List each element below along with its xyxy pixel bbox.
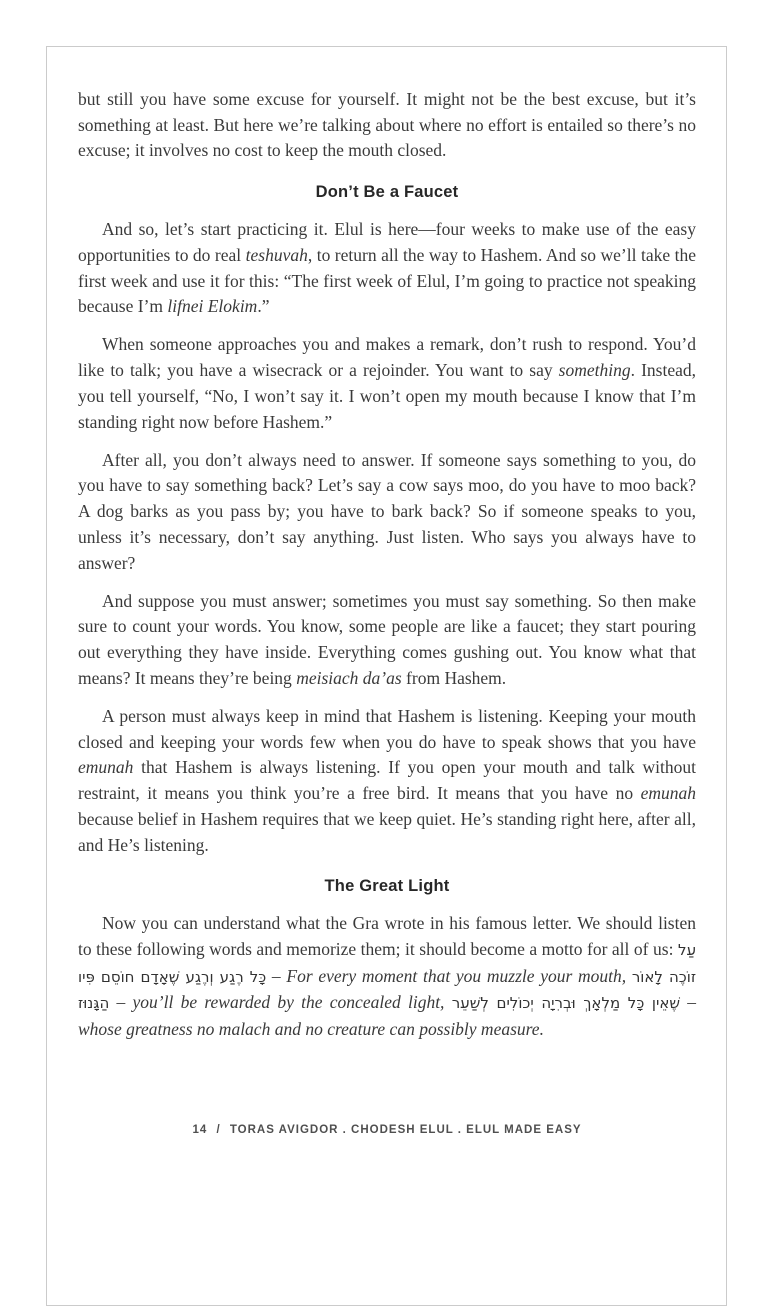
- text-run: , to return all the way to Hashem. And so we’ll take the first week and use it for this: “The first week of Elul, I’m going to practice not speaking because I’m: [78, 244, 696, 317]
- text-run: but still you have some excuse for yourself. It might not be the best excuse, but it’s something at least. But here we’re talking about where no effort is entailed so there’s no excuse; it involves no cost to keep the mouth closed.: [78, 89, 696, 161]
- text-run: Now you can understand what the Gra wrote in his famous letter. We should listen to these following words and memorize them; it should become a motto for all of us:: [78, 913, 696, 959]
- text-run: lifnei Elokim: [167, 296, 258, 317]
- hebrew-text-run: עַל כָּל רֶגַע וְרֶגַע שֶׁאָדָם חוֹסֵם פִּיו: [78, 940, 696, 986]
- body-paragraph: [78, 911, 696, 1043]
- text-run: . Instead, you tell yourself, “No, I won’t say it. I won’t open my mouth because I know that I’m standing right now before Hashem.”: [78, 360, 696, 432]
- body-paragraph: [78, 448, 696, 577]
- text-run: For every moment that you muzzle your mouth,: [286, 965, 627, 986]
- body-paragraph: [78, 332, 696, 435]
- page-number: 14: [192, 1124, 208, 1136]
- text-run: teshuvah: [245, 244, 308, 265]
- text-run: because belief in Hashem requires that we keep quiet. He’s standing right here, after all, and He’s listening.: [78, 808, 696, 855]
- footer-title: TORAS AVIGDOR . CHODESH ELUL . ELUL MADE EASY: [229, 1124, 582, 1136]
- page-border-frame: [46, 46, 727, 1306]
- text-run: that Hashem is always listening. If you open your mouth and talk without restraint, it means you think you’re a free bird. It means that you have no: [78, 757, 696, 804]
- text-run: whose greatness no malach and no creature can possibly measure.: [78, 1019, 544, 1040]
- text-run: When someone approaches you and makes a remark, don’t rush to respond. You’d like to talk; you have a wisecrack or a rejoinder. You want to say: [78, 334, 696, 381]
- text-run: A person must always keep in mind that Hashem is listening. Keeping your mouth closed and keeping your words few when you do have to speak shows that you have: [78, 706, 696, 752]
- text-run: .”: [257, 296, 270, 317]
- text-run: [444, 992, 451, 1012]
- hebrew-text-run: זוֹכֶה לָאוֹר הַגָּנוּז: [78, 967, 697, 1013]
- body-paragraph: [78, 704, 696, 858]
- text-run: –: [266, 965, 287, 986]
- section-heading: Don’t Be a Faucet: [315, 183, 459, 202]
- page-footer: [46, 1124, 728, 1136]
- text-run: something: [558, 360, 631, 381]
- text-run: And so, let’s start practicing it. Elul is here—four weeks to make use of the easy opportunities to do real: [78, 219, 696, 265]
- text-run: you’ll be rewarded by the concealed light,: [132, 992, 445, 1013]
- text-run: –: [109, 992, 133, 1013]
- section-heading: The Great Light: [324, 877, 450, 896]
- footer-separator: /: [216, 1124, 221, 1136]
- text-run: emunah: [78, 757, 134, 778]
- hebrew-text-run: שֶׁאֵין כָּל מַלְאָךְ וּבְרִיָה יְכוֹלִים לְשַׁעֵר: [451, 994, 680, 1013]
- body-paragraph: [78, 589, 696, 692]
- text-run: from Hashem.: [401, 667, 507, 688]
- text-run: meisiach da’as: [296, 667, 402, 688]
- body-paragraph: [78, 87, 696, 164]
- text-run: –: [680, 992, 696, 1013]
- text-run: And suppose you must answer; sometimes you must say something. So then make sure to count your words. You know, some people are like a faucet; they start pouring out everything they have inside. Everything comes gushing out. You know what that means? It means they’re being: [78, 590, 696, 688]
- text-run: emunah: [640, 783, 696, 804]
- text-run: After all, you don’t always need to answer. If someone says something to you, do you have to say something back? Let’s say a cow says moo, do you have to moo back? A dog barks as you pass by; you have to bark back? So if someone speaks to you, unless it’s necessary, don’t say anything. Just listen. Who says you always have to answer?: [78, 449, 696, 573]
- page-content: [78, 87, 696, 1055]
- body-paragraph: [78, 217, 696, 320]
